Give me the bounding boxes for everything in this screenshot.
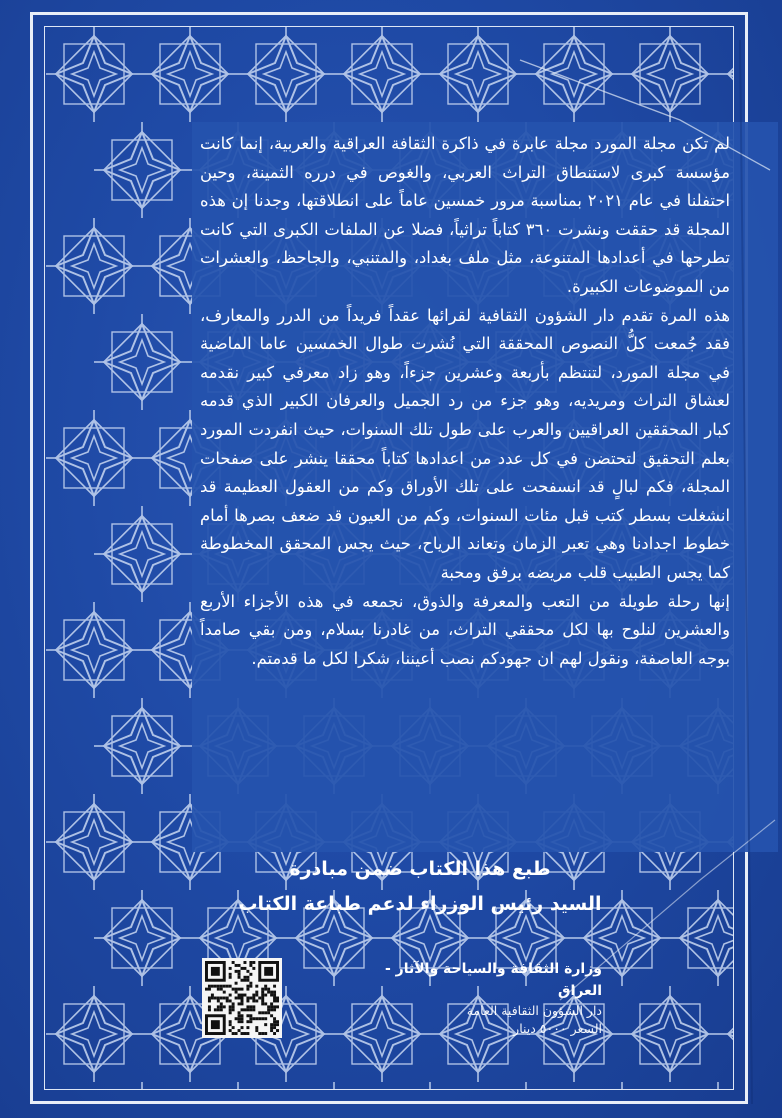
price-label: السعر ٥٠٠٠ دينار <box>513 1021 602 1036</box>
blurb-text <box>200 130 730 673</box>
qr-code-icon <box>202 958 282 1038</box>
initiative-statement <box>230 852 610 922</box>
initiative-line-2: السيد رئيس الوزراء لدعم طباعة الكتاب <box>238 893 602 915</box>
blurb-paragraph: إنها رحلة طويلة من التعب والمعرفة والذوق، نجمعه في هذه الأجزاء الأربع والعشرين لنلوح بها لكل محققي التراث، من غادرنا بسلام، ومن بقي صامداً بوجه العاصفة، ونقول لهم ان جهودكم نصب أعيننا، شكرا لكل ما قدمتم. <box>200 591 730 668</box>
blurb-paragraph: لم تكن مجلة المورد مجلة عابرة في ذاكرة الثقافة العراقية والعربية، إنما كانت مؤسسة كبرى لاستنطاق التراث العربي، والغوص في درره الثمينة، وحين احتفلنا في عام ٢٠٢١ بمناسبة مرور خمسين عاماً على انطلاقتها، وجدنا إن هذه المجلة قد حققت ونشرت ٣٦٠ كتاباً تراثياً، فضلا عن الملفات الكبرى التي كانت تطرحها في أعدادها المتنوعة، مثل ملف بغداد، والمتنبي، والجاحظ، والعشرات من الموضوعات الكبيرة. <box>200 134 731 296</box>
blurb-paragraph: هذه المرة تقدم دار الشؤون الثقافية لقرائها عقداً فريداً من الدرر والمعارف، فقد جُمعت كلُّ النصوص المحققة التي نُشرت طوال الخمسين عاما الماضية في مجلة المورد، لتنتظم بأربعة وعشرين جزءاً، وهو زاد معرفي كبير نقدمه لعشاق التراث ومريديه، وهو جزء من رد الجميل والعرفان الكبير الذي قدمه كبار المحققين العراقيين والعرب على طول تلك السنوات، حيث انفردت المورد بعلم التحقيق لتحتضن في كل عدد من اعدادها كتاباً محققا ينشر على صفحات المجلة، فكم لبالٍ قد انسفحت على تلك الأوراق وكم من العقول العظيمة قد انشغلت بسطر كتب قبل مئات السنوات، وكم من العيون قد ضعف بصرها أمام خطوط اجدادنا وهي تعبر الزمان وتعاند الرياح، حيث يجس المحقق المخطوطة كما يجس الطبيب قلب مريضه برفق ومحبة <box>200 305 730 582</box>
initiative-line-1: طبع هذا الكتاب ضمن مبادرة <box>289 858 551 880</box>
publisher-info <box>372 958 602 1038</box>
pattern-star <box>766 890 782 986</box>
pattern-star <box>766 1082 782 1118</box>
publishing-house: دار الشؤون الثقافية العامة <box>466 1003 602 1018</box>
ministry-name: وزارة الثقافة والسياحة والآثار - العراق <box>384 961 602 999</box>
